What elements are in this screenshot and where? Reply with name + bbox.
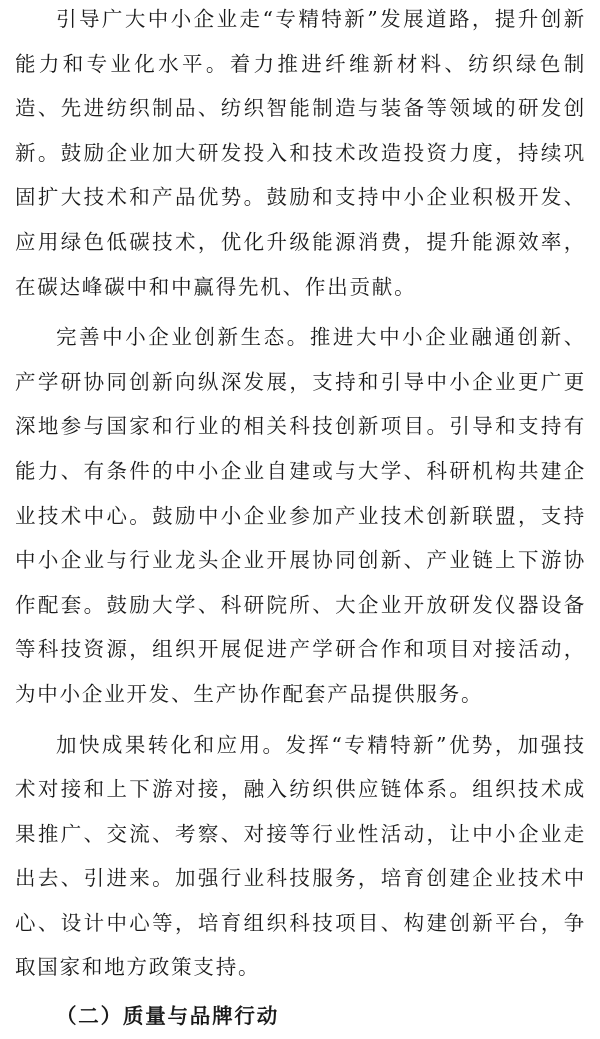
paragraph-achievement-transfer: 加快成果转化和应用。发挥“专精特新”优势，加强技术对接和上下游对接，融入纺织供应链体系。组织技术成果推广、交流、考察、对接等行业性活动，让中小企业走出去、引进来。加强行业科技服务，培育创建企业技术中心、设计中心等，培育组织科技项目、构建创新平台，争取国家和地方政策支持。 [15,732,586,980]
paragraph-specialized-innovation: 引导广大中小企业走“专精特新”发展道路，提升创新能力和专业化水平。着力推进纤维新材料、纺织绿色制造、先进纺织制品、纺织智能制造与装备等领域的研发创新。鼓励企业加大研发投入和技术改造投资力度，持续巩固扩大技术和产品优势。鼓励和支持中小企业积极开发、应用绿色低碳技术，优化升级能源消费，提升能源效率，在碳达峰碳中和中赢得先机、作出贡献。 [15,7,586,299]
paragraph-innovation-ecosystem: 完善中小企业创新生态。推进大中小企业融通创新、产学研协同创新向纵深发展，支持和引导中小企业更广更深地参与国家和行业的相关科技创新项目。引导和支持有能力、有条件的中小企业自建或与大学、科研机构共建企业技术中心。鼓励中小企业参加产业技术创新联盟，支持中小企业与行业龙头企业开展协同创新、产业链上下游协作配套。鼓励大学、科研院所、大企业开放研发仪器设备等科技资源，组织开展促进产学研合作和项目对接活动，为中小企业开发、生产协作配套产品提供服务。 [15,325,586,706]
section-heading-quality-brand: （二）质量与品牌行动 [56,1004,279,1029]
